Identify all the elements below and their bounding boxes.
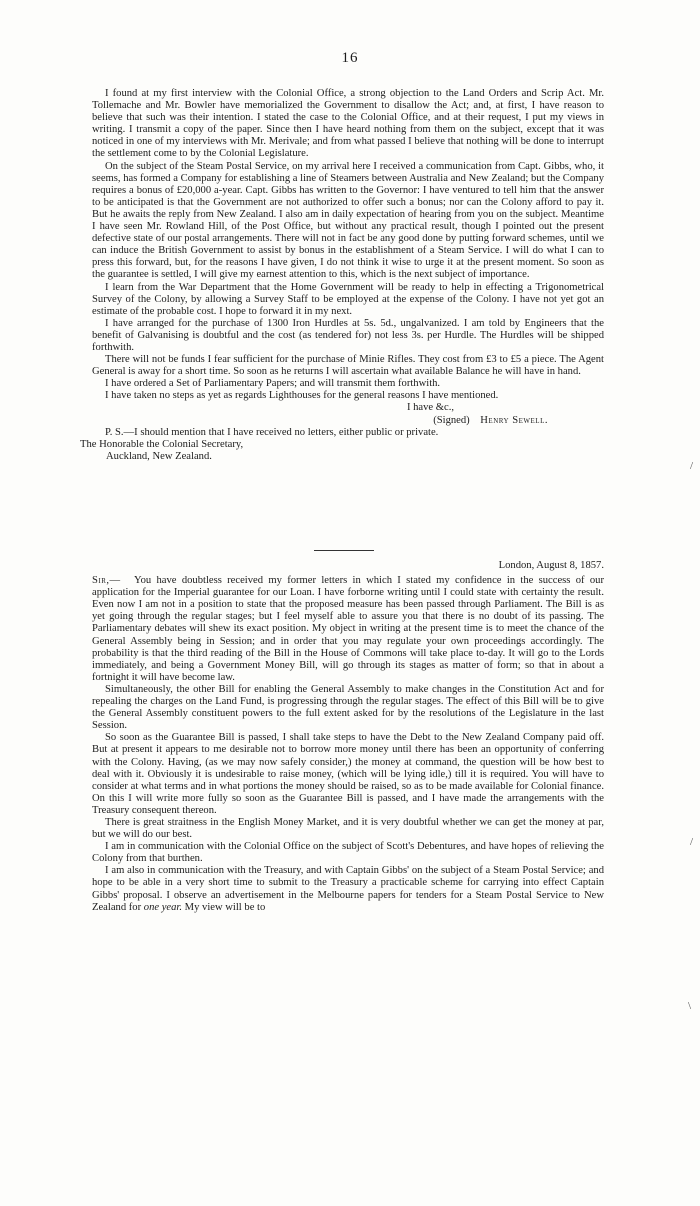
margin-mark: \ xyxy=(688,1000,692,1012)
section-divider xyxy=(314,550,374,551)
signer-name: Henry Sewell. xyxy=(480,414,548,426)
paragraph-text: I am also in communication with the Treasury, and with Captain Gibbs' on the subject of a Steam Postal Service; and hope to be able in a very short time to submit to the Treasury a practicable scheme for carrying into effect Captain Gibbs' proposal. I observe an advertisement in the Melbourne papers for tenders for a Steam Postal Service to New Zealand for xyxy=(92,865,604,913)
dateline: London, August 8, 1857. xyxy=(498,560,604,571)
paragraph: I am in communication with the Colonial Office on the subject of Scott's Debentures, and have hopes of relieving the Colony from that burthen. xyxy=(92,841,604,865)
paragraph: I have arranged for the purchase of 1300 Iron Hurdles at 5s. 5d., ungalvanized. I am told by Engineers that the benefit of Galvanising is doubtful and the cost (as tendered for) not less 3s. per Hurdle. The Hurdles will be shipped forthwith. xyxy=(92,317,604,353)
signed-label: (Signed) xyxy=(433,414,470,426)
letter-body-2 xyxy=(92,560,604,914)
paragraph: Simultaneously, the other Bill for enabling the General Assembly to make changes in the Constitution Act and for repealing the charges on the Land Fund, is progressing through the regular stages. The effect of this Bill will be to give the General Assembly constituent powers to the full extent asked for by the resolutions of the Legislature in the last Session. xyxy=(92,683,604,732)
address-line: The Honorable the Colonial Secretary, xyxy=(80,438,244,450)
paragraph-text: My view will be to xyxy=(182,901,266,913)
margin-mark: / xyxy=(690,836,694,848)
page-number: 16 xyxy=(341,50,359,66)
paragraph: I learn from the War Department that the Home Government will be ready to help in effecting a Trigonometrical Survey of the Colony, by allowing a Survey Staff to be employed at the expense of the Colony. I have not yet got an estimate of the probable cost. I hope to forward it in my next. xyxy=(92,281,604,317)
signature-line xyxy=(92,415,604,427)
paragraph: So soon as the Guarantee Bill is passed, I shall take steps to have the Debt to the New Zealand Company paid off. But at present it appears to me desirable not to borrow more money until there has been an opportunity of conferring with the Colony. Having, (as we may now safely consider,) the money at command, the question will be how best to deal with it. Obviously it is undesirable to raise money, (which will be lying idle,) till it is required. You will have to consider at what terms and in what portions the money should be raised, so as to be made available for Colonial finance. On this I will write more fully so soon as the Guarantee Bill is passed, and I have made the arrangements with the Treasury consequent thereon. xyxy=(92,732,604,816)
paragraph: There will not be funds I fear sufficient for the purchase of Minie Rifles. They cost from £3 to £5 a piece. The Agent General is away for a short time. So soon as he returns I will ascertain what available Balance he will have in hand. xyxy=(92,354,604,378)
paragraph: You have doubtless received my former letters in which I stated my confidence in the success of our application for the Imperial guarantee for our Loan. I have forborne writing until I could state with certainty the result. Even now I am not in a position to state that the proposed measure has been passed through Parliament. The Bill is as yet going through the regular stages; but I feel myself able to assure you that there is no doubt of its passing. The Parliamentary debates will shew its exact position. My object in writing at the present time is to meet the chance of the General Assembly being in Session; and in order that you may regulate your own proceedings accordingly. The probability is that the third reading of the Bill in the House of Commons will take place to-day. It will go to the Lords immediately, and being a Government Money Bill, will go through its stages as matter of form; so that in about a fortnight it will have become law. xyxy=(92,575,604,683)
paragraph: I found at my first interview with the Colonial Office, a strong objection to the Land Orders and Scrip Act. Mr. Tollemache and Mr. Bowler have memorialized the Government to disallow the Act; and, at first, I have reason to believe that such was their intention. I stated the case to the Colonial Office, and at their request, I put my views in writing. I transmit a copy of the paper. Since then I have heard nothing from them on the subject, except that it was noticed in one of my interviews with Mr. Merivale; and from what passed I believe that nothing will be done to interrupt the settlement come to by the Colonial Legislature. xyxy=(92,88,604,160)
closing: I have &c., xyxy=(406,402,454,414)
paragraph: There is great straitness in the English Money Market, and it is very doubtful whether we can get the money at par, but we will do our best. xyxy=(92,816,604,841)
address-line: Auckland, New Zealand. xyxy=(106,450,212,462)
paragraph xyxy=(92,865,604,913)
postscript: P. S.—I should mention that I have received no letters, either public or private. xyxy=(105,426,439,438)
emphasis-text: one year. xyxy=(143,901,183,913)
margin-mark: / xyxy=(690,460,694,472)
salutation: Sir,— xyxy=(92,575,121,587)
paragraph: I have taken no steps as yet as regards Lighthouses for the general reasons I have mentioned. xyxy=(105,390,499,402)
paragraph: On the subject of the Steam Postal Service, on my arrival here I received a communication from Capt. Gibbs, who, it seems, has formed a Company for establishing a line of Steamers between Australia and New Zealand; but the Company requires a bonus of £20,000 a-year. Capt. Gibbs has written to the Governor: I have ventured to tell him that the answer to be anticipated is that the Government are not authorized to offer such a bonus; nor can the Colony afford to pay it. But he awaits the reply from New Zealand. I also am in daily expectation of hearing from you on the subject. Meantime I have seen Mr. Rowland Hill, of the Post Office, but without any practical result, though I pointed out the present defective state of our postal arrangements. There will not in fact be any good done by putting forward schemes, until we can induce the British Government to assist by bonus in the establishment of a Steam Service. I will do what I can to press this forward, but, for the reasons I have given, I do not think it wise to urge it at the present moment. So soon as the guarantee is settled, I will give my earnest attention to this, which is the next subject of importance. xyxy=(92,160,604,281)
paragraph: I have ordered a Set of Parliamentary Papers; and will transmit them forthwith. xyxy=(105,378,441,390)
letter-body-1 xyxy=(80,88,604,463)
